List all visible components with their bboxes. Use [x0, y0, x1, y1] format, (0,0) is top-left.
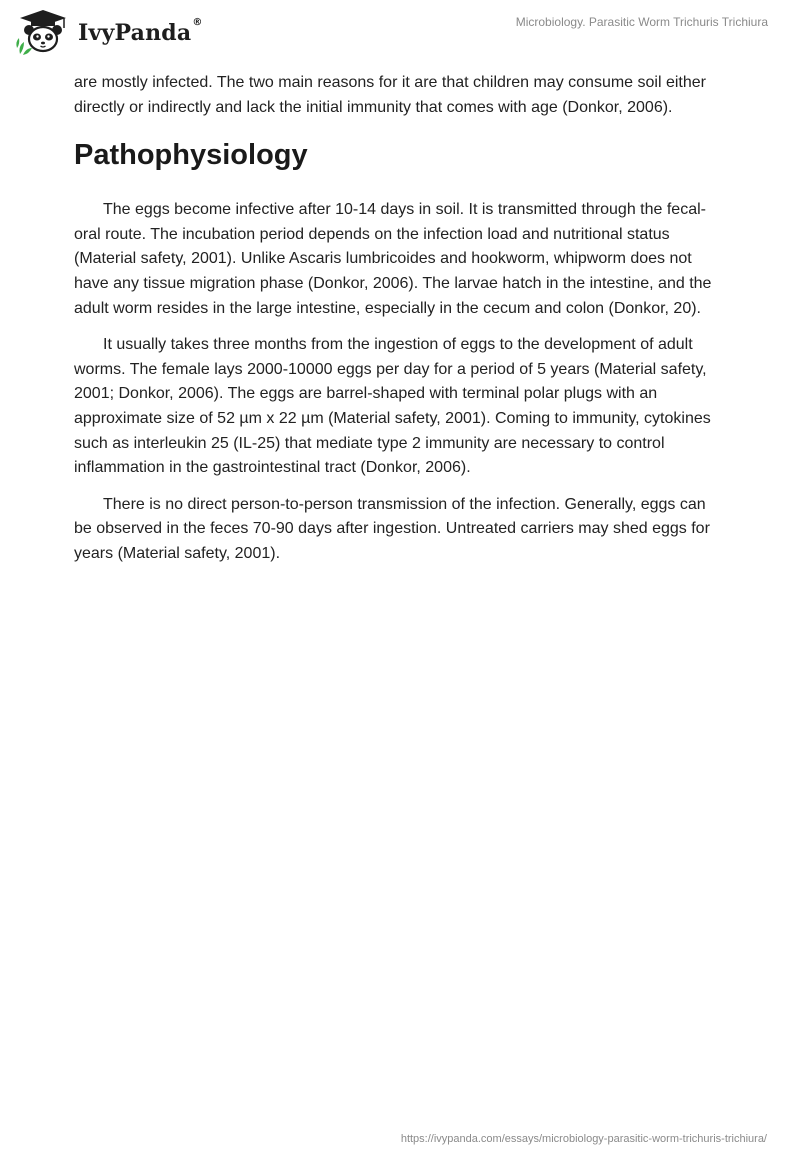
paragraph: There is no direct person-to-person transmission of the infection. Generally, eggs can be observed in the feces 70-90 days after ingestion. Untreated carriers may shed eggs for years (Material safety, 2001). — [74, 495, 710, 562]
registered-mark: ® — [192, 17, 203, 28]
essay-content — [74, 71, 724, 579]
intro-paragraph: are mostly infected. The two main reasons for it are that children may consume soil either directly or indirectly and lack the initial immunity that comes with age (Donkor, 2006). — [74, 74, 706, 116]
paragraph: It usually takes three months from the ingestion of eggs to the development of adult worms. The female lays 2000-10000 eggs per day for a period of 5 years (Material safety, 2001; Donkor, 2006). The eggs are barrel-shaped with terminal polar plugs with an approximate size of 52 µm x 22 µm (Material safety, 2001). Coming to immunity, cytokines such as interleukin 25 (IL-25) that mediate type 2 immunity are necessary to control inflammation in the gastrointestinal tract (Donkor, 2006). — [74, 336, 711, 477]
document-title: Microbiology. Parasitic Worm Trichuris Trichiura — [515, 15, 768, 29]
page-header — [0, 0, 800, 70]
panda-graduate-icon — [14, 8, 72, 56]
section-heading: Pathophysiology — [74, 139, 308, 172]
source-url-link[interactable]: https://ivypanda.com/essays/microbiology-parasitic-worm-trichuris-trichiura/ — [400, 1133, 767, 1145]
brand-name: IvyPanda® — [78, 17, 203, 46]
paragraph: The eggs become infective after 10-14 days in soil. It is transmitted through the fecal-oral route. The incubation period depends on the infection load and nutritional status (Material safety, 2001). Unlike Ascaris lumbricoides and hookworm, whipworm does not have any tissue migration phase (Donkor, 2006). The larvae hatch in the intestine, and the adult worm resides in the large intestine, especially in the cecum and colon (Donkor, 20). — [74, 201, 712, 317]
brand-logo[interactable] — [14, 8, 203, 56]
